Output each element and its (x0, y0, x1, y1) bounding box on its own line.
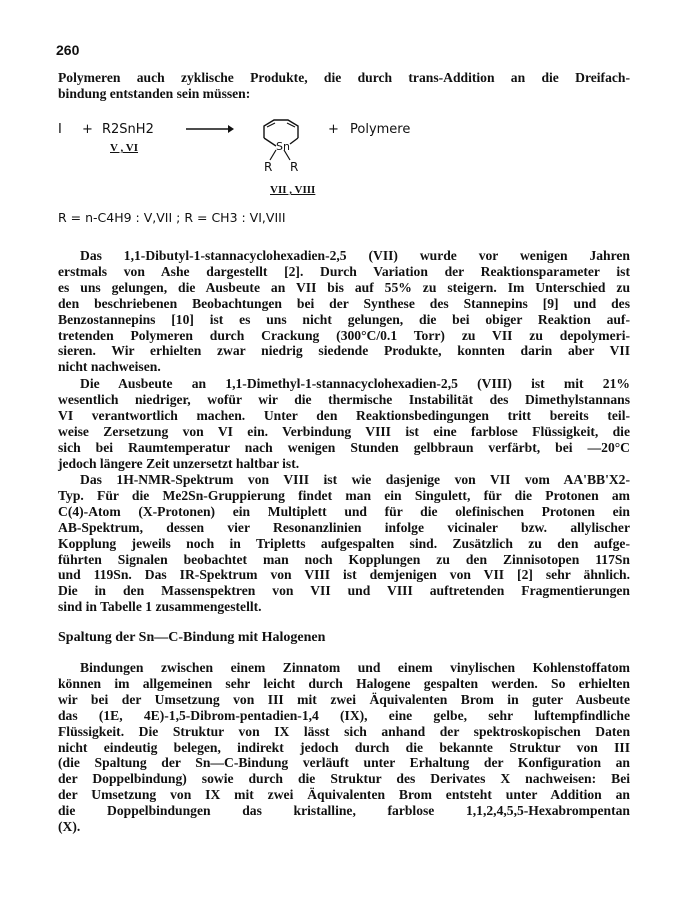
text-line: weise Zersetzung von VI ein. Verbindung VIII ist eine farblose Flüssigkeit, die (58, 423, 630, 439)
text-line: Bindungen zwischen einem Zinnatom und einem vinylischen Kohlenstoffatom (80, 660, 630, 675)
text-line: Typ. Für die Me2Sn-Gruppierung findet man ein Singulett, für die Protonen am (58, 487, 630, 503)
substituent-right: R (290, 160, 299, 174)
text-line: Die Ausbeute an 1,1-Dimethyl-1-stannacyclohexadien-2,5 (VIII) ist mit 21% (80, 376, 630, 391)
page-number: 260 (56, 42, 80, 58)
paragraph (58, 472, 630, 615)
text-line: nicht eindeutig belegen, indirekt jedoch durch die bekannte Struktur von III (58, 739, 630, 755)
paragraph (58, 660, 630, 835)
ring-atom-label: Sn (276, 140, 290, 153)
text-line: bindung entstanden sein müssen: (58, 85, 251, 101)
text-line: führten Signalen beobachtet man noch Kopplungen zu den Zinnisotopen 117Sn (58, 551, 630, 567)
plus-sign-2: + (328, 122, 339, 137)
text-line: nicht nachweisen. (58, 359, 161, 375)
text-line: Polymeren auch zyklische Produkte, die durch trans-Addition an die Dreifach- (58, 70, 630, 85)
substituent-left: R (264, 160, 273, 174)
text-line: (X). (58, 819, 81, 835)
text-line: Das 1H-NMR-Spektrum von VIII ist wie dasjenige von VII vom AA'BB'X2- (80, 472, 630, 487)
text-line: (die Spaltung der Sn—C-Bindung verläuft unter Erhaltung der Konfiguration an (58, 755, 630, 771)
text-line: wesentlich niedriger, wofür wir die thermische Instabilität des Dimethylstannans (58, 391, 630, 407)
text-line: Die in den Massenspektren von VII und VIII auftretenden Fragmentierungen (58, 583, 630, 599)
text-line: jedoch längere Zeit unzersetzt haltbar ist. (58, 455, 300, 471)
text-line: den beschriebenen Beobachtungen bei der Synthese des Stannepins [9] und des (58, 295, 630, 311)
text-line: sind in Tabelle 1 zusammengestellt. (58, 599, 262, 615)
text-line: und 119Sn. Das IR-Spektrum von VIII ist demjenigen von VII [2] sehr ähnlich. (58, 567, 630, 583)
paragraph (58, 248, 630, 375)
text-line: sieren. Wir erhielten zwar niedrig siedende Produkte, konnten darin aber VII (58, 343, 630, 359)
text-line: wir bei der Umsetzung von III mit zwei Äquivalenten Brom in guter Ausbeute (58, 691, 630, 707)
reactant-2: R2SnH2 (102, 122, 154, 137)
plus-sign: + (82, 122, 93, 137)
text-line: erstmals von Ashe dargestellt [2]. Durch Variation der Reaktionsparameter ist (58, 263, 630, 279)
text-line: C(4)-Atom (X-Protonen) ein Multiplett und für die olefinischen Protonen ein (58, 503, 630, 519)
text-line: der Doppelbindung) sowie durch die Struktur des Derivates X nachweisen: Bei (58, 771, 630, 787)
text-line: Das 1,1-Dibutyl-1-stannacyclohexadien-2,5 (VII) wurde vor wenigen Jahren (80, 248, 630, 263)
reactant-2-labels: V , VI (110, 142, 139, 154)
text-line: AB-Spektrum, dessen vier Resonanzlinien infolge vicinaler bzw. allylischer (58, 519, 630, 535)
text-line: Flüssigkeit. Die Struktur von IX lässt sich anhand der spektroskopischen Daten (58, 723, 630, 739)
text-line: Kopplung jeweils noch in Tripletts aufgespalten sind. Zusätzlich zu den aufge- (58, 535, 630, 551)
text-line: sich bei Raumtemperatur nach wenigen Stunden gelbbraun verfärbt, bei —20°C (58, 439, 630, 455)
text-line: können im allgemeinen sehr leicht durch Halogene gespalten werden. So erhielten (58, 675, 630, 691)
section-heading: Spaltung der Sn—C-Bindung mit Halogenen (58, 630, 326, 645)
text-line: Benzostannepins [10] ist es uns nicht gelungen, die bei obiger Reaktion auf- (58, 311, 630, 327)
text-line: die Doppelbindungen das kristalline, farblose 1,1,2,4,5,5-Hexabrompentan (58, 803, 630, 819)
reaction-scheme (58, 116, 630, 226)
intro-text (58, 70, 630, 102)
text-line: VI verantwortlich machen. Unter den Reaktionsbedingungen tritt bereits teil- (58, 407, 630, 423)
byproduct-label: Polymere (350, 122, 411, 137)
text-line: es uns gelungen, die Ausbeute an VII bis auf 55% zu steigern. Im Unterschied zu (58, 279, 630, 295)
reactant-1: I (58, 122, 62, 137)
text-line: der Umsetzung von IX mit zwei Äquivalenten Brom entsteht unter Addition an (58, 787, 630, 803)
text-line: das (1E, 4E)-1,5-Dibrom-pentadien-1,4 (IX), eine gelbe, sehr luftempfindliche (58, 707, 630, 723)
paragraph (58, 376, 630, 471)
reaction-arrow-icon (184, 122, 234, 136)
text-line: tretenden Polymeren durch Crackung (300°C/0.1 Torr) zu VII zu depolymeri- (58, 327, 630, 343)
product-labels: VII , VIII (270, 184, 316, 196)
substituent-legend: R = n-C4H9 : V,VII ; R = CH3 : VI,VIII (58, 210, 286, 225)
